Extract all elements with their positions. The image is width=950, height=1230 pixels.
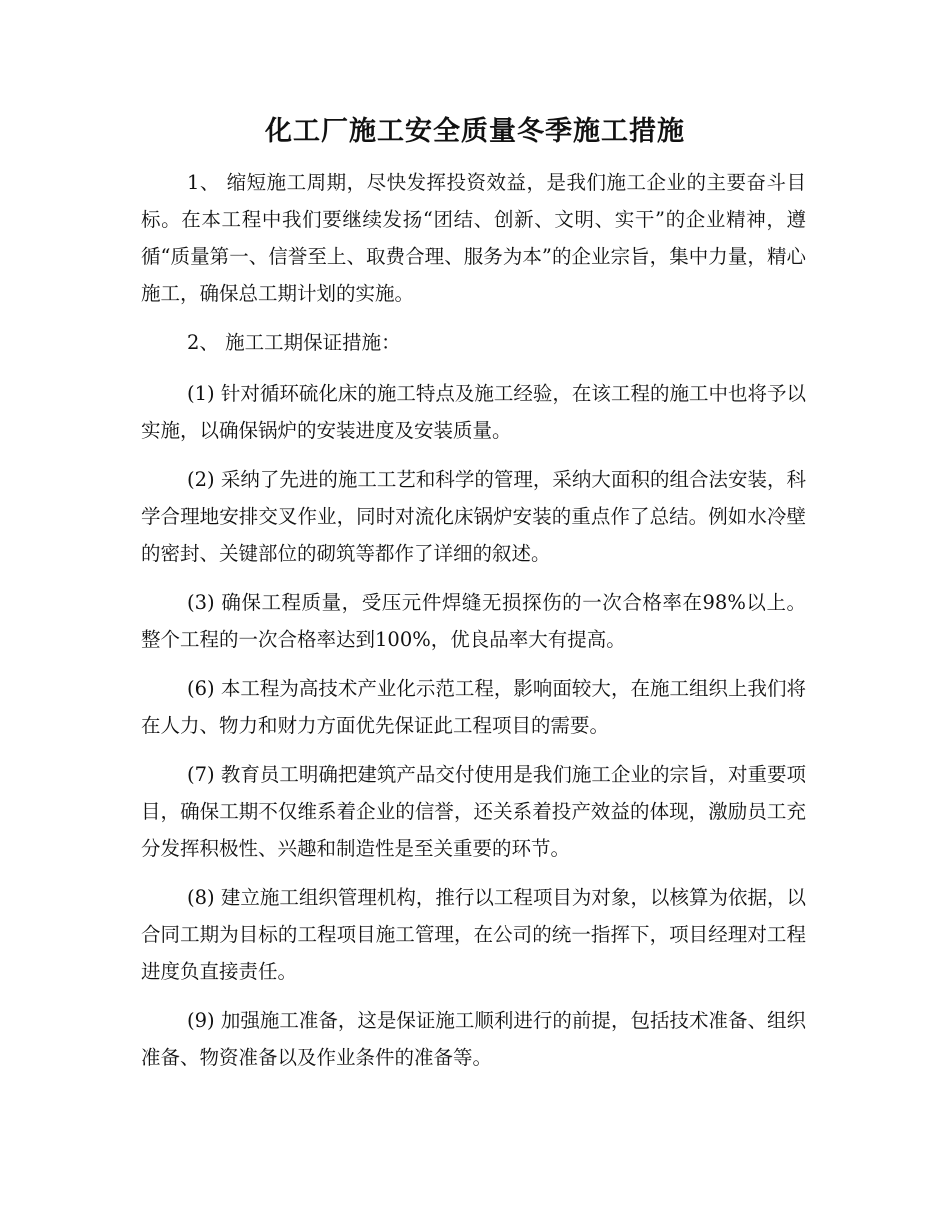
paragraph-8: (8) 建立施工组织管理机构，推行以工程项目为对象，以核算为依据，以合同工期为目标的工程项目施工管理，在公司的统一指挥下，项目经理对工程进度负直接责任。: [141, 886, 806, 983]
document-title: 化工厂施工安全质量冬季施工措施: [265, 116, 685, 147]
paragraph-2: 2、 施工工期保证措施：: [187, 331, 401, 354]
paragraph-9: (9) 加强施工准备，这是保证施工顺利进行的前提，包括技术准备、组织准备、物资准备以及作业条件的准备等。: [141, 1009, 806, 1069]
paragraph-1: 1、 缩短施工周期，尽快发挥投资效益，是我们施工企业的主要奋斗目标。在本工程中我们要继续发扬“团结、创新、文明、实干”的企业精神，遵循“质量第一、信誉至上、取费合理、服务为本”的企业宗旨，集中力量，精心施工，确保总工期计划的实施。: [141, 171, 806, 305]
document-body: [141, 164, 806, 1088]
paragraph-4: (2) 采纳了先进的施工工艺和科学的管理，采纳大面积的组合法安装，科学合理地安排交叉作业，同时对流化床锅炉安装的重点作了总结。例如水冷壁的密封、关键部位的砌筑等都作了详细的叙述。: [141, 468, 806, 565]
paragraph-5: (3) 确保工程质量，受压元件焊缝无损探伤的一次合格率在98%以上。整个工程的一次合格率达到100%，优良品率大有提高。: [141, 591, 806, 651]
paragraph-3: (1) 针对循环硫化床的施工特点及施工经验，在该工程的施工中也将予以实施，以确保锅炉的安装进度及安装质量。: [141, 382, 806, 442]
paragraph-7: (7) 教育员工明确把建筑产品交付使用是我们施工企业的宗旨，对重要项目，确保工期不仅维系着企业的信誉，还关系着投产效益的体现，激励员工充分发挥积极性、兴趣和制造性是至关重要的环节。: [141, 763, 806, 860]
paragraph-6: (6) 本工程为高技术产业化示范工程，影响面较大，在施工组织上我们将在人力、物力和财力方面优先保证此工程项目的需要。: [141, 677, 806, 737]
